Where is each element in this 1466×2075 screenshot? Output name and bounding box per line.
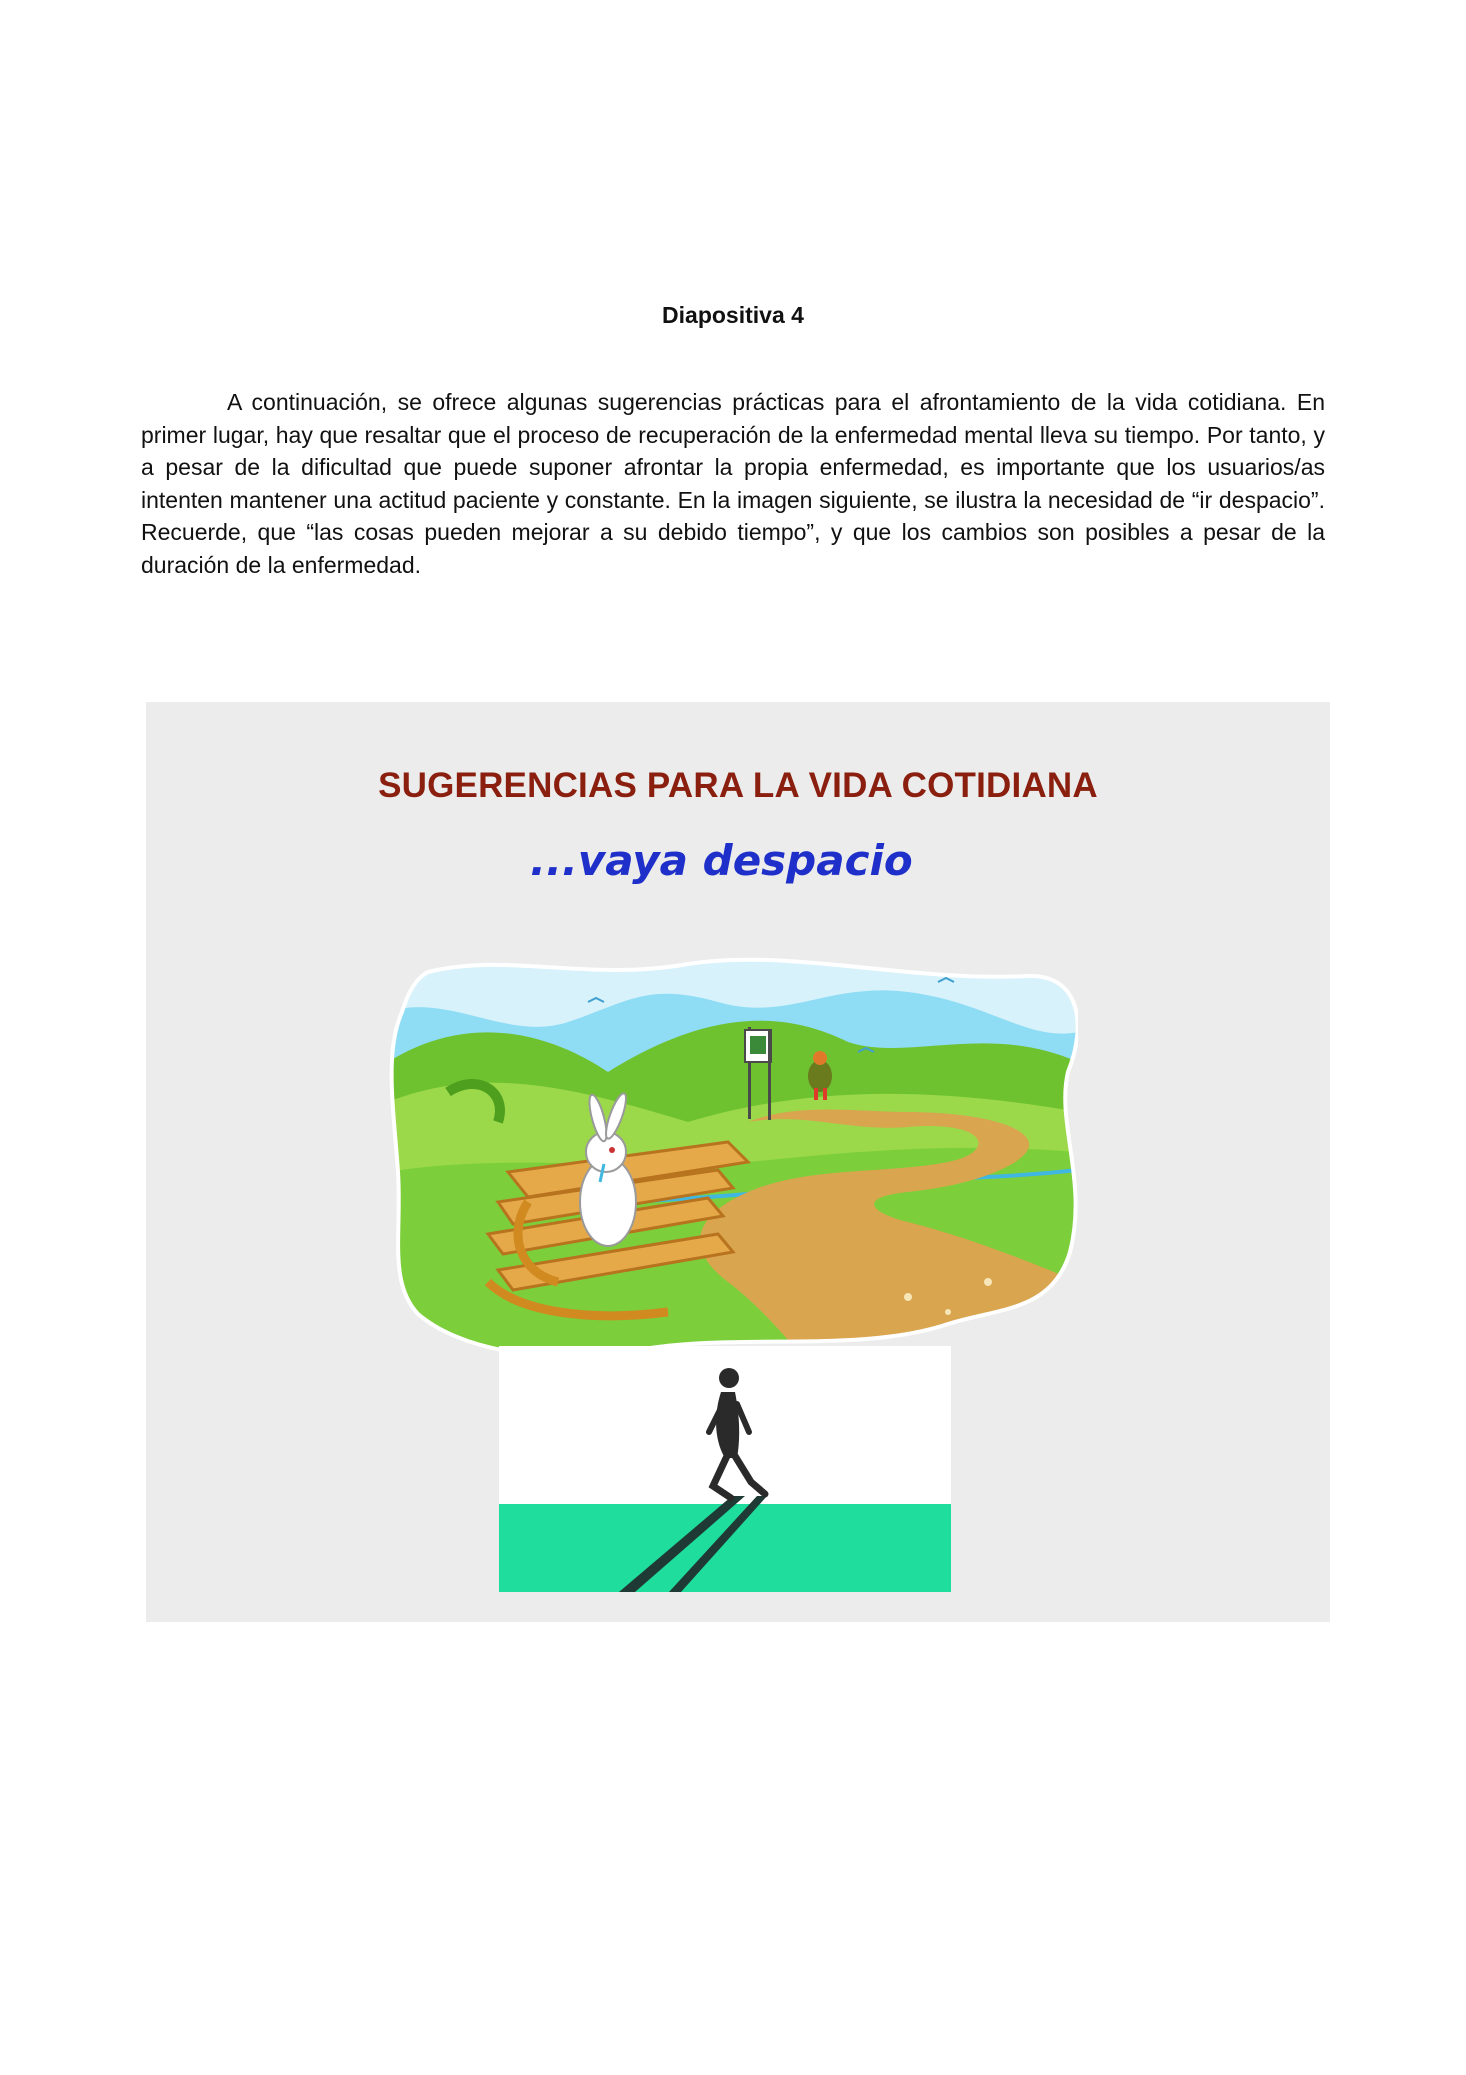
walking-man-illustration	[499, 1346, 951, 1592]
slide-subtitle: ...vaya despacio	[530, 836, 913, 885]
slide-image	[146, 702, 1330, 1622]
page-title: Diapositiva 4	[662, 302, 804, 328]
body-paragraph: A continuación, se ofrece algunas sugerencias prácticas para el afrontamiento de la vida cotidiana. En primer lugar, hay que resaltar que el proceso de recuperación de la enfermedad mental lleva su tiempo. Por tanto, y a pesar de la dificultad que puede suponer afrontar la propia enfermedad, es importante que los usuarios/as intenten mantener una actitud paciente y constante. En la imagen siguiente, se ilustra la necesidad de “ir despacio”. Recuerde, que “las cosas pueden mejorar a su debido tiempo”, y que los cambios son posibles a pesar de la duración de la enfermedad.	[141, 389, 1325, 578]
slide-title: SUGERENCIAS PARA LA VIDA COTIDIANA	[378, 766, 1098, 805]
landscape-hare-tortoise-illustration	[388, 952, 1078, 1364]
